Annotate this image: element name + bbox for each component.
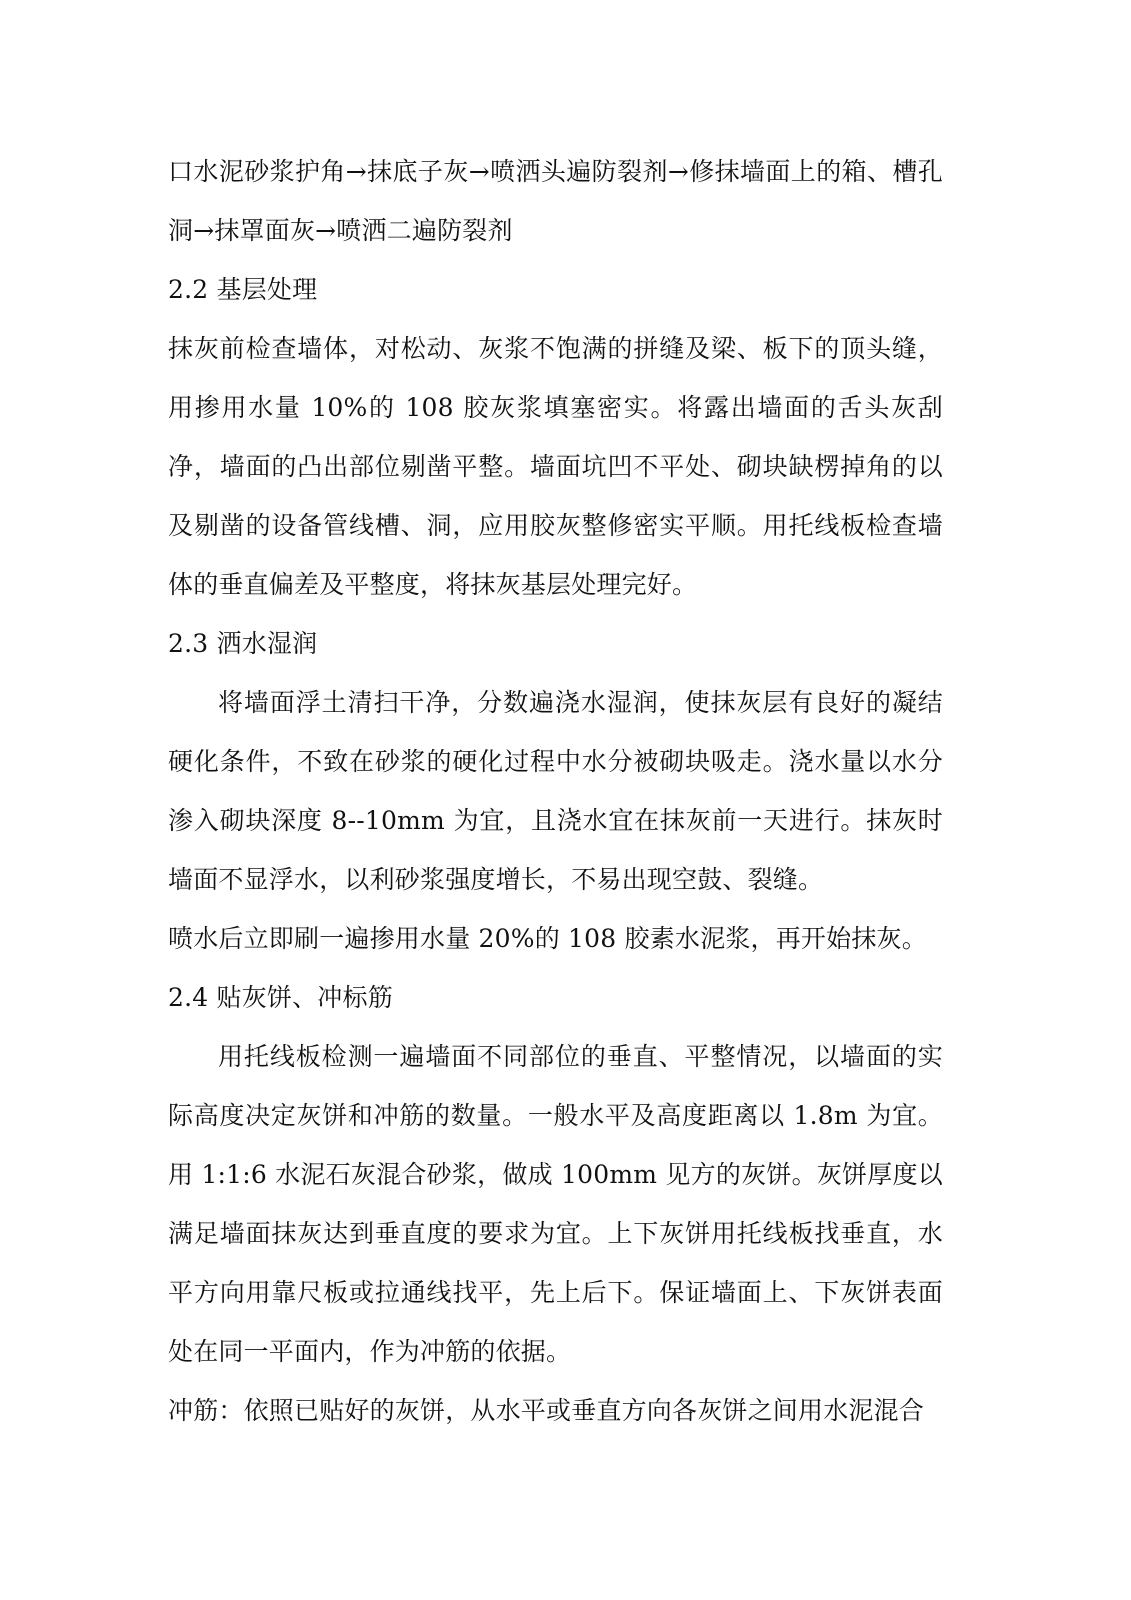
- document-body: [168, 142, 943, 1440]
- paragraph-base-treatment: 抹灰前检查墙体，对松动、灰浆不饱满的拼缝及梁、板下的顶头缝，用掺用水量 10%的 108 胶灰浆填塞密实。将露出墙面的舌头灰刮净，墙面的凸出部位剔凿平整。墙面坑凹不平处、砌块缺楞掉角的以及剔凿的设备管线槽、洞，应用胶灰整修密实平顺。用托线板检查墙体的垂直偏差及平整度，将抹灰基层处理完好。: [168, 334, 943, 599]
- paragraph-process-steps: 口水泥砂浆护角→抹底子灰→喷洒头遍防裂剂→修抹墙面上的箱、槽孔洞→抹罩面灰→喷洒二遍防裂剂: [168, 157, 943, 245]
- paragraph-wetting: 将墙面浮土清扫干净，分数遍浇水湿润，使抹灰层有良好的凝结硬化条件，不致在砂浆的硬化过程中水分被砌块吸走。浇水量以水分渗入砌块深度 8--10mm 为宜，且浇水宜在抹灰前一天进行。抹灰时墙面不显浮水，以利砂浆强度增长，不易出现空鼓、裂缝。: [168, 688, 943, 894]
- paragraph-plaster-cakes: 用托线板检测一遍墙面不同部位的垂直、平整情况，以墙面的实际高度决定灰饼和冲筋的数量。一般水平及高度距离以 1.8m 为宜。用 1:1:6 水泥石灰混合砂浆，做成 100mm 见方的灰饼。灰饼厚度以满足墙面抹灰达到垂直度的要求为宜。上下灰饼用托线板找垂直，水平方向用靠尺板或拉通线找平，先上后下。保证墙面上、下灰饼表面处在同一平面内，作为冲筋的依据。: [168, 1042, 943, 1366]
- section-heading-2-3: 2.3 洒水湿润: [168, 629, 318, 658]
- section-heading-2-2: 2.2 基层处理: [168, 275, 318, 304]
- section-heading-2-4: 2.4 贴灰饼、冲标筋: [168, 983, 393, 1012]
- paragraph-screed-strips: 冲筋：依照已贴好的灰饼，从水平或垂直方向各灰饼之间用水泥混合: [168, 1396, 925, 1425]
- paragraph-cement-slurry: 喷水后立即刷一遍掺用水量 20%的 108 胶素水泥浆，再开始抹灰。: [168, 924, 927, 953]
